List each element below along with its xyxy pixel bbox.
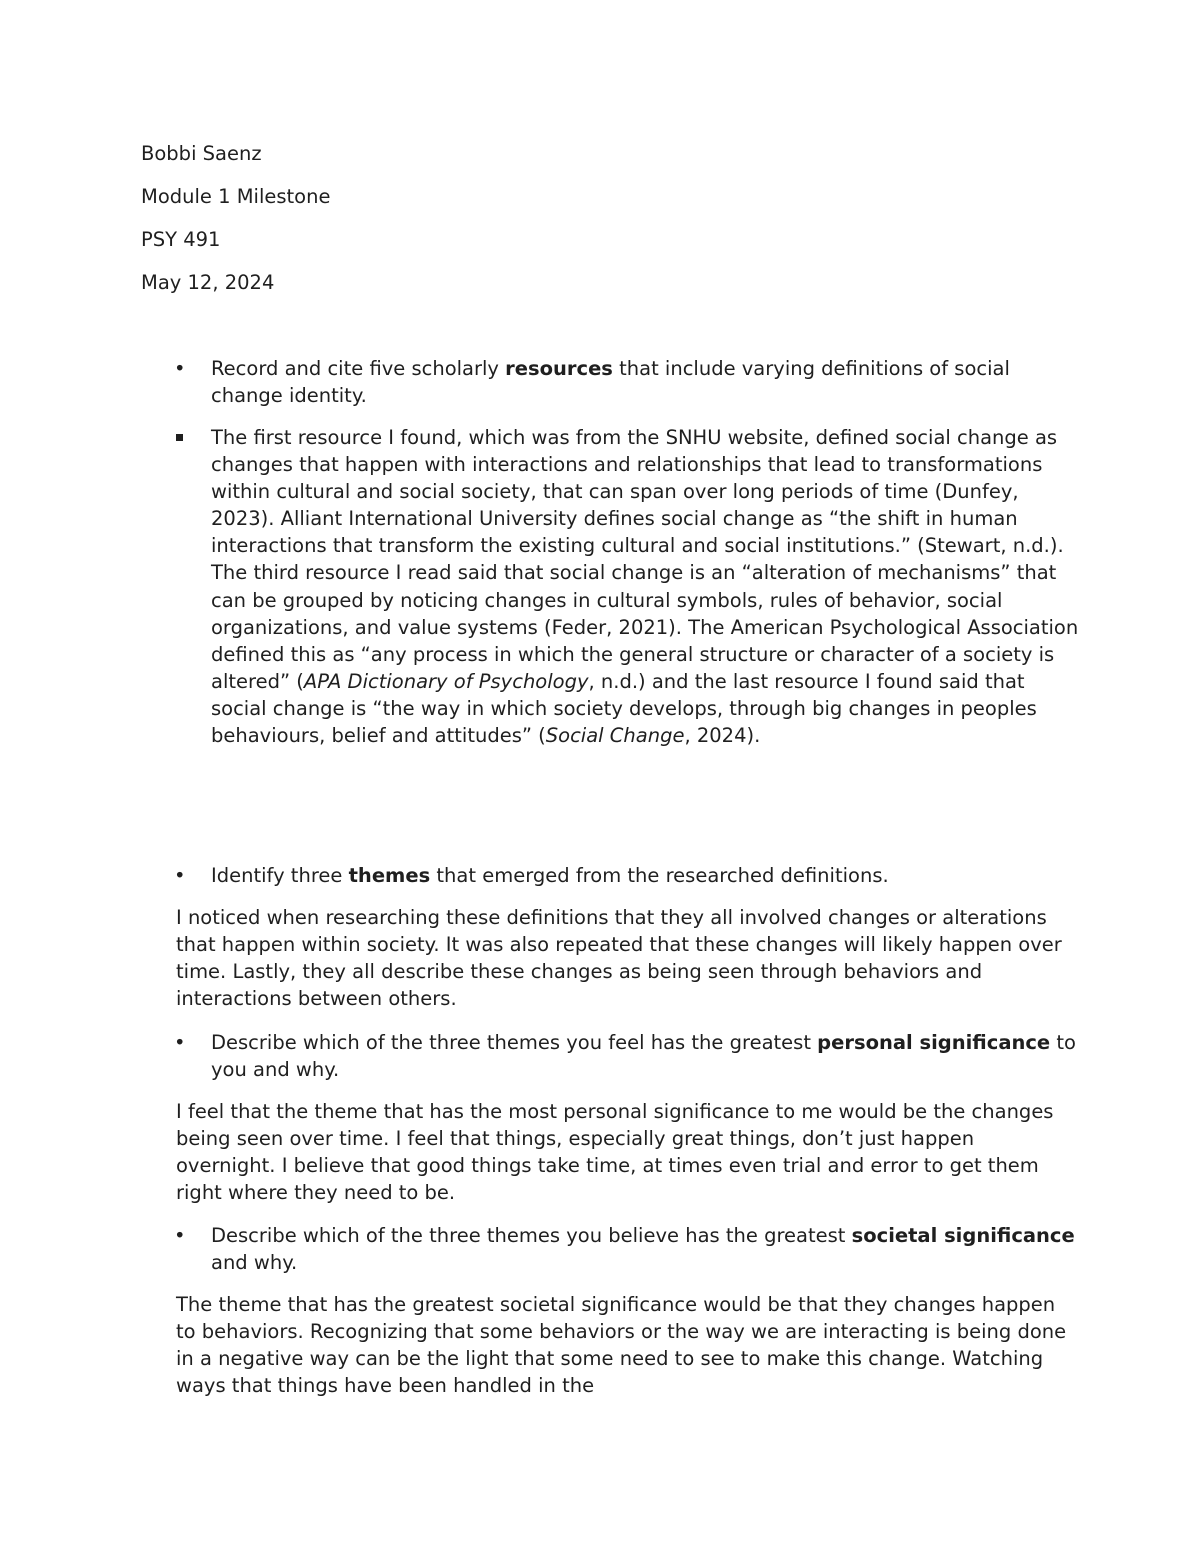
prompt-societal [211,1222,1081,1276]
bullet-icon: • [174,357,186,380]
prompt-personal-bold: personal significance [817,1031,1051,1054]
document-date: May 12, 2024 [141,271,275,294]
prompt-resources-before: Record and cite five scholarly [211,357,506,380]
bullet-icon: • [174,1224,186,1247]
prompt-societal-after: and why. [211,1251,298,1275]
prompt-resources-after: that include varying definitions of social change identity. [211,357,1010,408]
answer-personal: I feel that the theme that has the most personal significance to me would be the changes being seen over time. I feel that things, especially great things, don’t just happen overnight. I believe that good things take time, at times even trial and error to get them right where they need to be. [176,1100,1054,1205]
answer-resources-italic-1: APA Dictionary of Psychology [303,669,589,693]
answer-resources-text-1: The first resource I found, which was from the SNHU website, defined social change as changes that happen with interactions and relationships that lead to transformations within cultural and social society, that can span over long periods of time (Dunfey, 2023). Alliant International University defines social change as “the shift in human interactions that transform the existing cultural and social institutions.” (Stewart, n.d.). The third resource I read said that social change is an “alteration of mechanisms” that can be grouped by noticing changes in cultural symbols, rules of behavior, social organizations, and value systems (Feder, 2021). The American Psychological Association defined this as “any process in which the general structure or character of a society is altered” ( [211,426,1079,693]
prompt-resources [211,355,1081,409]
prompt-resources-bold: resources [505,357,613,380]
assignment-title: Module 1 Milestone [141,185,331,208]
prompt-themes-before: Identify three [211,864,349,887]
bullet-icon: • [174,864,186,887]
square-bullet-icon [176,434,183,441]
author-name: Bobbi Saenz [141,142,262,165]
prompt-themes-after: that emerged from the researched definitions. [430,864,889,887]
prompt-personal [211,1029,1081,1083]
prompt-personal-before: Describe which of the three themes you feel has the greatest [211,1031,818,1054]
answer-resources [211,424,1081,749]
answer-resources-italic-2: Social Change [545,724,685,748]
prompt-themes [211,862,1081,889]
prompt-societal-before: Describe which of the three themes you believe has the greatest [211,1224,852,1247]
bullet-icon: • [174,1031,186,1054]
prompt-themes-bold: themes [348,864,431,887]
course-code: PSY 491 [141,228,221,251]
answer-resources-text-3: , 2024). [684,724,761,748]
answer-resources-text-2: , n.d.) and the last resource I found said that social change is “the way in which society develops, through big changes in peoples behaviours, belief and attitudes” ( [211,669,1037,748]
answer-themes: I noticed when researching these definitions that they all involved changes or alterations that happen within society. It was also repeated that these changes will likely happen over time. Lastly, they all describe these changes as being seen through behaviors and interactions between others. [176,906,1062,1011]
prompt-societal-bold: societal significance [851,1224,1075,1247]
prompt-personal-after: to you and why. [211,1031,1076,1082]
answer-societal: The theme that has the greatest societal significance would be that they changes happen to behaviors. Recognizing that some behaviors or the way we are interacting is being done in a negative way can be the light that some need to see to make this change. Watching ways that things have been handled in the [176,1293,1067,1398]
